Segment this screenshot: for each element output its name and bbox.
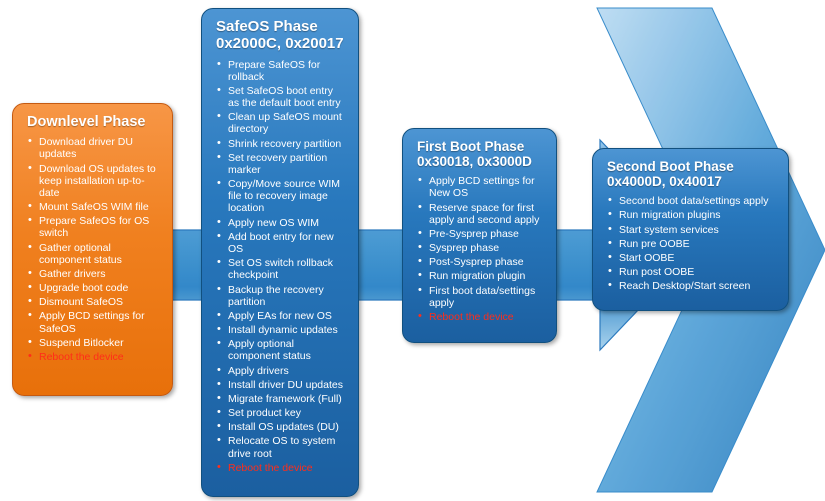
list-item: • Run migration plugin [417,270,544,282]
list-item: • Gather drivers [27,268,160,280]
list-item: • Clean up SafeOS mount directory [216,111,346,135]
list-item: • Apply BCD settings for SafeOS [27,310,160,334]
list-item: • Reach Desktop/Start screen [607,280,776,292]
list-item: • Apply drivers [216,365,346,377]
list-item: • Start OOBE [607,252,776,264]
list-item: • Upgrade boot code [27,282,160,294]
list-item: • Migrate framework (Full) [216,393,346,405]
list-item: • Set recovery partition marker [216,152,346,176]
list-item: • Start system services [607,224,776,236]
list-item: • Suspend Bitlocker [27,337,160,349]
phase-title-text: Second Boot Phase [607,159,734,174]
list-item: • Apply optional component status [216,338,346,362]
phase-card-downlevel[interactable] [12,103,173,396]
list-item: • Set OS switch rollback checkpoint [216,257,346,281]
list-item: • Install dynamic updates [216,324,346,336]
phase-item-list-safeos [216,59,346,474]
list-item: • Mount SafeOS WIM file [27,201,160,213]
phase-title-second-boot [607,159,776,189]
list-item: • Run post OOBE [607,266,776,278]
list-item: • Download driver DU updates [27,136,160,160]
phase-card-second-boot[interactable] [592,148,789,311]
list-item: • Apply BCD settings for New OS [417,175,544,199]
list-item: • Set product key [216,407,346,419]
list-item: • Run migration plugins [607,209,776,221]
phase-title-safeos [216,19,346,53]
phase-item-list-second-boot [607,195,776,292]
list-item: • Reserve space for first apply and second apply [417,202,544,226]
list-item: • First boot data/settings apply [417,285,544,309]
list-item: • Download OS updates to keep installation up-to-date [27,163,160,200]
list-item: • Add boot entry for new OS [216,231,346,255]
list-item: • Install driver DU updates [216,379,346,391]
list-item: • Run pre OOBE [607,238,776,250]
list-item: • Sysprep phase [417,242,544,254]
phase-title-text: Downlevel Phase [27,114,146,130]
list-item-reboot: • Reboot the device [216,462,346,474]
list-item: • Relocate OS to system drive root [216,435,346,459]
phase-item-list-downlevel [27,136,160,363]
list-item-reboot: • Reboot the device [417,311,544,323]
phase-card-first-boot[interactable] [402,128,557,343]
list-item-reboot: • Reboot the device [27,351,160,363]
phase-title-text: SafeOS Phase [216,18,318,35]
phase-error-codes: 0x30018, 0x3000D [417,154,532,170]
list-item: • Apply new OS WIM [216,217,346,229]
list-item: • Shrink recovery partition [216,138,346,150]
phase-item-list-first-boot [417,175,544,323]
list-item: • Install OS updates (DU) [216,421,346,433]
list-item: • Prepare SafeOS for OS switch [27,215,160,239]
phase-title-downlevel [27,114,160,130]
phase-card-safeos[interactable] [201,8,359,497]
list-item: • Gather optional component status [27,242,160,266]
list-item: • Set SafeOS boot entry as the default boot entry [216,85,346,109]
list-item: • Backup the recovery partition [216,284,346,308]
phase-error-codes: 0x4000D, 0x40017 [607,174,722,190]
list-item: • Post-Sysprep phase [417,256,544,268]
list-item: • Second boot data/settings apply [607,195,776,207]
phase-title-first-boot [417,139,544,169]
list-item: • Pre-Sysprep phase [417,228,544,240]
list-item: • Apply EAs for new OS [216,310,346,322]
list-item: • Copy/Move source WIM file to recovery image location [216,178,346,215]
phase-error-codes: 0x2000C, 0x20017 [216,34,344,52]
phase-title-text: First Boot Phase [417,139,525,154]
list-item: • Dismount SafeOS [27,296,160,308]
list-item: • Prepare SafeOS for rollback [216,59,346,83]
